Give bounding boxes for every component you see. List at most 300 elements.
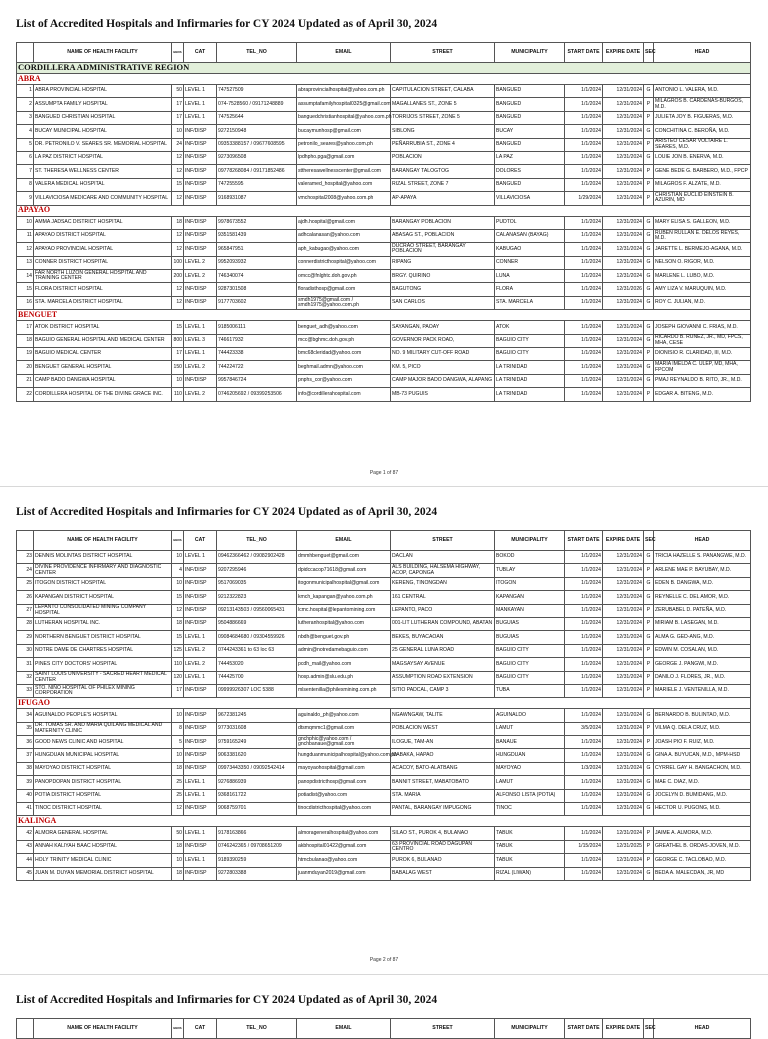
facility-head: CYRREL GAY H. BANGACHON, M.D. bbox=[654, 762, 751, 775]
facility-head: ZERUBABEL D. PATEÑA, M.D. bbox=[654, 604, 751, 617]
facility-head: GEORGE C. TACLOBAO, M.D. bbox=[654, 854, 751, 867]
col-tel-header: TEL_NO bbox=[217, 1019, 297, 1039]
start-date: 1/1/2024 bbox=[565, 229, 603, 242]
sector: P bbox=[644, 644, 654, 657]
municipality: ITOGON bbox=[495, 577, 565, 590]
facility-name: VALERA MEDICAL HOSPITAL bbox=[34, 178, 172, 191]
email: benguet_adh@yahoo.com bbox=[297, 321, 391, 334]
facility-head: MILAGROS B. CARDENAS-BURGOS, M.D. bbox=[654, 98, 751, 111]
tel-no: 744425700 bbox=[217, 671, 297, 684]
category: INF/DISP bbox=[184, 296, 217, 309]
facility-name: DENNIS MOLINTAS DISTRICT HOSPITAL bbox=[34, 551, 172, 564]
expire-date: 12/31/2024 bbox=[603, 644, 644, 657]
start-date: 1/1/2024 bbox=[565, 138, 603, 151]
beds-count: 120 bbox=[172, 671, 184, 684]
facility-name: BANGUED CHRISTIAN HOSPITAL bbox=[34, 111, 172, 124]
facility-head: JULIETA JOY B. FIGUERAS, M.D. bbox=[654, 111, 751, 124]
table-row bbox=[17, 243, 751, 256]
expire-date: 12/31/2024 bbox=[603, 348, 644, 361]
street: ALS BUILDING, HALSEMA HIGHWAY, ACOP, CAPONGA bbox=[391, 564, 495, 577]
facility-name: CONNER DISTRICT HOSPITAL bbox=[34, 256, 172, 269]
facility-head: VILMA Q. DELA CRUZ, M.D. bbox=[654, 722, 751, 735]
start-date: 1/1/2024 bbox=[565, 789, 603, 802]
facility-name: APAYAO DISTRICT HOSPITAL bbox=[34, 229, 172, 242]
category: LEVEL 1 bbox=[184, 321, 217, 334]
facility-name: POTIA DISTRICT HOSPITAL bbox=[34, 789, 172, 802]
start-date: 1/1/2024 bbox=[565, 243, 603, 256]
page-divider bbox=[0, 974, 768, 975]
tel-no: 9168931087 bbox=[217, 192, 297, 205]
beds-count: 50 bbox=[172, 827, 184, 840]
street: CAMP MAJOR BADO DANGWA, ALAPANG bbox=[391, 374, 495, 387]
col-email-header: EMAIL bbox=[297, 1019, 391, 1039]
beds-count: 200 bbox=[172, 270, 184, 283]
facility-name: LEPANTO CONSOLIDATED MINING COMPANY HOSPITAL bbox=[34, 604, 172, 617]
street: NO. 9 MILITARY CUT-OFF ROAD bbox=[391, 348, 495, 361]
col-sec-header: SEC bbox=[644, 531, 654, 551]
expire-date: 12/31/2024 bbox=[603, 617, 644, 630]
category: INF/DISP bbox=[184, 722, 217, 735]
start-date: 1/1/2024 bbox=[565, 321, 603, 334]
expire-date: 12/31/2024 bbox=[603, 749, 644, 762]
col-municipality-header: MUNICIPALITY bbox=[495, 531, 565, 551]
email: akbhospital01422@gmail.com bbox=[297, 840, 391, 853]
sector: P bbox=[644, 854, 654, 867]
street: 25 GENERAL LUNA ROAD bbox=[391, 644, 495, 657]
email: omcc@fnlghtc.doh.gov.ph bbox=[297, 270, 391, 283]
start-date: 1/1/2024 bbox=[565, 334, 603, 347]
table-row bbox=[17, 591, 751, 604]
email: dmmhbenguet@gmail.com bbox=[297, 551, 391, 564]
street: ILOGUE, TAM-AN bbox=[391, 736, 495, 749]
row-number: 4 bbox=[17, 125, 34, 138]
start-date: 1/1/2024 bbox=[565, 111, 603, 124]
expire-date: 12/31/2024 bbox=[603, 165, 644, 178]
email: pcdh_mail@yahoo.com bbox=[297, 658, 391, 671]
email: aph_kabugao@yahoo.com bbox=[297, 243, 391, 256]
row-number: 21 bbox=[17, 374, 34, 387]
facility-head: RUBEN RULLAN E. DELOS REYES, M.D. bbox=[654, 229, 751, 242]
expire-date: 12/31/2024 bbox=[603, 684, 644, 697]
facility-head: PMAJ REYNALDO B. RITO, JR., M.D. bbox=[654, 374, 751, 387]
street: KM. 5, PICO bbox=[391, 361, 495, 374]
street: DUCRAO STREET, BARANGAY POBLACION bbox=[391, 243, 495, 256]
tel-no: 0746242365 / 09708651209 bbox=[217, 840, 297, 853]
start-date: 1/1/2024 bbox=[565, 854, 603, 867]
street: PANTAL, BARANGAY IMPUGONG bbox=[391, 803, 495, 816]
tel-no: 747527509 bbox=[217, 85, 297, 98]
facility-head: GINA A. BUYUCAN, M.D., MPM-HSD bbox=[654, 749, 751, 762]
street: SAYANGAN, PAOAY bbox=[391, 321, 495, 334]
facility-head: ARISTEO CESAR VOLTAIRE L. SEARES, M.D. bbox=[654, 138, 751, 151]
col-street-header: STREET bbox=[391, 1019, 495, 1039]
expire-date: 12/31/2024 bbox=[603, 243, 644, 256]
email: admin@notredamebaguio.com bbox=[297, 644, 391, 657]
tel-no: 9272150948 bbox=[217, 125, 297, 138]
expire-date: 12/31/2024 bbox=[603, 151, 644, 164]
table-row bbox=[17, 165, 751, 178]
tel-no: 9068759701 bbox=[217, 803, 297, 816]
start-date: 1/1/2024 bbox=[565, 283, 603, 296]
sector: P bbox=[644, 658, 654, 671]
category: LEVEL 2 bbox=[184, 270, 217, 283]
municipality: BANGUED bbox=[495, 111, 565, 124]
beds-count: 12 bbox=[172, 229, 184, 242]
beds-count: 10 bbox=[172, 709, 184, 722]
sector: G bbox=[644, 85, 654, 98]
province-label: KALINGA bbox=[17, 816, 751, 827]
start-date: 1/1/2024 bbox=[565, 644, 603, 657]
hospital-table bbox=[16, 1018, 751, 1039]
street: RIZAL STREET, ZONE 7 bbox=[391, 178, 495, 191]
municipality: BAGUIO CITY bbox=[495, 334, 565, 347]
table-row bbox=[17, 577, 751, 590]
facility-head: HECTOR U. PUGONG, M.D. bbox=[654, 803, 751, 816]
beds-count: 5 bbox=[172, 736, 184, 749]
expire-date: 12/31/2024 bbox=[603, 178, 644, 191]
start-date: 1/1/2024 bbox=[565, 125, 603, 138]
table-row bbox=[17, 789, 751, 802]
start-date: 1/1/2024 bbox=[565, 270, 603, 283]
municipality: LAMUT bbox=[495, 722, 565, 735]
category: LEVEL 1 bbox=[184, 98, 217, 111]
facility-name: NOTRE DAME DE CHARTRES HOSPITAL bbox=[34, 644, 172, 657]
street: PUROK 6, BULANAO bbox=[391, 854, 495, 867]
expire-date: 12/31/2026 bbox=[603, 283, 644, 296]
facility-name: ATOK DISTRICT HOSPITAL bbox=[34, 321, 172, 334]
row-number: 2 bbox=[17, 98, 34, 111]
beds-count: 12 bbox=[172, 192, 184, 205]
email: bucaymunhosp@gmail.com bbox=[297, 125, 391, 138]
col-street-header: STREET bbox=[391, 43, 495, 63]
sector: G bbox=[644, 229, 654, 242]
expire-date: 12/31/2024 bbox=[603, 98, 644, 111]
sector: G bbox=[644, 270, 654, 283]
email: hungduanmunicipalhospital@yahoo.com.ph bbox=[297, 749, 391, 762]
facility-head: MAE C. DIAZ, M.D. bbox=[654, 776, 751, 789]
street: 161 CENTRAL bbox=[391, 591, 495, 604]
page-footer: Page 1 of 87 bbox=[369, 470, 399, 476]
table-row bbox=[17, 827, 751, 840]
row-number: 27 bbox=[17, 604, 34, 617]
province-row bbox=[17, 74, 751, 85]
email: dtsmqmmc1@gmail.com bbox=[297, 722, 391, 735]
beds-count: 100 bbox=[172, 256, 184, 269]
category: LEVEL 1 bbox=[184, 827, 217, 840]
sector: P bbox=[644, 827, 654, 840]
street: GOVERNOR PACK ROAD, bbox=[391, 334, 495, 347]
category: INF/DISP bbox=[184, 604, 217, 617]
row-number: 8 bbox=[17, 178, 34, 191]
beds-count: 15 bbox=[172, 321, 184, 334]
facility-head: JARETTE L. BERMEJO-AGANA, M.D. bbox=[654, 243, 751, 256]
beds-count: 17 bbox=[172, 684, 184, 697]
start-date: 1/1/2024 bbox=[565, 827, 603, 840]
street: PEÑARRUBIA ST., ZONE 4 bbox=[391, 138, 495, 151]
email: valeramed_hospital@yahoo.com bbox=[297, 178, 391, 191]
row-number: 13 bbox=[17, 256, 34, 269]
sector: P bbox=[644, 165, 654, 178]
beds-count: 4 bbox=[172, 564, 184, 577]
email: vmchospital2008@yahoo.com.ph bbox=[297, 192, 391, 205]
table-row bbox=[17, 736, 751, 749]
category: LEVEL 3 bbox=[184, 334, 217, 347]
tel-no: 9952093932 bbox=[217, 256, 297, 269]
category: INF/DISP bbox=[184, 736, 217, 749]
beds-count: 18 bbox=[172, 840, 184, 853]
expire-date: 12/31/2024 bbox=[603, 803, 644, 816]
table-row bbox=[17, 762, 751, 775]
table-row bbox=[17, 321, 751, 334]
region-row bbox=[17, 63, 751, 74]
col-municipality-header: MUNICIPALITY bbox=[495, 1019, 565, 1039]
email: petronilo_seares@yahoo.com.ph bbox=[297, 138, 391, 151]
tel-no: 9178163866 bbox=[217, 827, 297, 840]
street: BARANGAY TALOGTOG bbox=[391, 165, 495, 178]
facility-head: CHRISTIAN EUCLID EINSTEIN B. AZURIN, MD bbox=[654, 192, 751, 205]
municipality: DOLORES bbox=[495, 165, 565, 178]
start-date: 1/1/2024 bbox=[565, 85, 603, 98]
tel-no: 744453020 bbox=[217, 658, 297, 671]
beds-count: 10 bbox=[172, 374, 184, 387]
sector: G bbox=[644, 551, 654, 564]
tel-no: 09973443350 / 09092542414 bbox=[217, 762, 297, 775]
tel-no: 0744243361 to 63 loc 63 bbox=[217, 644, 297, 657]
table-row bbox=[17, 283, 751, 296]
col-tel-header: TEL_NO bbox=[217, 43, 297, 63]
expire-date: 12/31/2024 bbox=[603, 854, 644, 867]
street: LEPANTO, PACO bbox=[391, 604, 495, 617]
municipality: BUGUIAS bbox=[495, 617, 565, 630]
category: INF/DISP bbox=[184, 762, 217, 775]
start-date: 1/1/2024 bbox=[565, 658, 603, 671]
tel-no: 9063381620 bbox=[217, 749, 297, 762]
beds-count: 125 bbox=[172, 644, 184, 657]
table-row bbox=[17, 749, 751, 762]
row-number: 14 bbox=[17, 270, 34, 283]
street: MABAKA, HAPAO bbox=[391, 749, 495, 762]
street: 001-LIT LUTHERAN COMPOUND, ABATAN bbox=[391, 617, 495, 630]
facility-name: DR. TOMAS SR. AND MARIA QUILANG MEDICAL AND MATERNITY CLINIC bbox=[34, 722, 172, 735]
category: LEVEL 2 bbox=[184, 644, 217, 657]
col-start-date-header: START DATE bbox=[565, 43, 603, 63]
expire-date: 12/31/2024 bbox=[603, 388, 644, 401]
email: assumptafamilyhospital0325@gmail.com bbox=[297, 98, 391, 111]
email: juanmduyan2019@gmail.com bbox=[297, 867, 391, 880]
email: hosp.admin@slu.edu.ph bbox=[297, 671, 391, 684]
start-date: 1/1/2024 bbox=[565, 577, 603, 590]
facility-name: SAINT LOUIS UNIVERSITY - SACRED HEART MEDICAL CENTER bbox=[34, 671, 172, 684]
page-footer: Page 2 of 87 bbox=[369, 957, 399, 963]
table-row bbox=[17, 840, 751, 853]
sector: G bbox=[644, 361, 654, 374]
sector: G bbox=[644, 125, 654, 138]
sector: G bbox=[644, 803, 654, 816]
email: info@cordillerahospital.com bbox=[297, 388, 391, 401]
row-number: 17 bbox=[17, 321, 34, 334]
municipality: CONNER bbox=[495, 256, 565, 269]
municipality: TINOC bbox=[495, 803, 565, 816]
facility-name: BENGUET GENERAL HOSPITAL bbox=[34, 361, 172, 374]
row-number: 10 bbox=[17, 216, 34, 229]
facility-name: PANOPDOPAN DISTRICT HOSPITAL bbox=[34, 776, 172, 789]
tel-no: 09999926307 LOC 5388 bbox=[217, 684, 297, 697]
table-row bbox=[17, 138, 751, 151]
category: INF/DISP bbox=[184, 591, 217, 604]
street: ABASAG ST., POBLACION bbox=[391, 229, 495, 242]
sector: G bbox=[644, 776, 654, 789]
facility-head: NELSON O. RIGOR, M.D. bbox=[654, 256, 751, 269]
tel-no: 9287301508 bbox=[217, 283, 297, 296]
municipality: RIZAL (LIWAN) bbox=[495, 867, 565, 880]
row-number: 36 bbox=[17, 736, 34, 749]
province-label: APAYAO bbox=[17, 205, 751, 216]
expire-date: 12/31/2024 bbox=[603, 658, 644, 671]
facility-name: PINES CITY DOCTORS' HOSPITAL bbox=[34, 658, 172, 671]
tel-no: 744224722 bbox=[217, 361, 297, 374]
municipality: BUCAY bbox=[495, 125, 565, 138]
row-number: 45 bbox=[17, 867, 34, 880]
expire-date: 12/31/2024 bbox=[603, 551, 644, 564]
email: bmc68cleridad@yahoo.com bbox=[297, 348, 391, 361]
start-date: 1/15/2024 bbox=[565, 840, 603, 853]
street: SITIO PADCAL, CAMP 3 bbox=[391, 684, 495, 697]
beds-count: 800 bbox=[172, 334, 184, 347]
table-row bbox=[17, 256, 751, 269]
region-label: CORDILLERA ADMINISTRATIVE REGION bbox=[17, 63, 751, 74]
category: INF/DISP bbox=[184, 709, 217, 722]
category: LEVEL 1 bbox=[184, 348, 217, 361]
table-row bbox=[17, 867, 751, 880]
beds-count: 17 bbox=[172, 98, 184, 111]
sector: G bbox=[644, 296, 654, 309]
col-cat-header: CAT bbox=[184, 43, 217, 63]
start-date: 1/1/2024 bbox=[565, 178, 603, 191]
municipality: MAYOYAO bbox=[495, 762, 565, 775]
sector: P bbox=[644, 722, 654, 735]
row-number: 40 bbox=[17, 789, 34, 802]
tel-no: 9276886939 bbox=[217, 776, 297, 789]
tel-no: 747525644 bbox=[217, 111, 297, 124]
facility-head: BERNARDO B. BULINTAO, M.D. bbox=[654, 709, 751, 722]
row-number: 12 bbox=[17, 243, 34, 256]
province-row bbox=[17, 698, 751, 709]
facility-name: FLORA DISTRICT HOSPITAL bbox=[34, 283, 172, 296]
start-date: 1/1/2024 bbox=[565, 631, 603, 644]
row-number: 31 bbox=[17, 658, 34, 671]
municipality: TUBA bbox=[495, 684, 565, 697]
beds-count: 12 bbox=[172, 165, 184, 178]
street: MAGSAYSAY AVENUE bbox=[391, 658, 495, 671]
beds-count: 12 bbox=[172, 296, 184, 309]
expire-date: 12/31/2024 bbox=[603, 736, 644, 749]
facility-head: DANILO J. FLORES, JR., M.D. bbox=[654, 671, 751, 684]
tel-no: 9207295946 bbox=[217, 564, 297, 577]
facility-name: HOLY TRINITY MEDICAL CLINIC bbox=[34, 854, 172, 867]
facility-head: ARLENE MAE P. BAYUBAY, M.D. bbox=[654, 564, 751, 577]
email: banguedchristianhospital@yahoo.com.ph bbox=[297, 111, 391, 124]
sector: P bbox=[644, 388, 654, 401]
col-index-header bbox=[17, 43, 34, 63]
row-number: 11 bbox=[17, 229, 34, 242]
street: BRGY. QUIRINO bbox=[391, 270, 495, 283]
beds-count: 25 bbox=[172, 776, 184, 789]
province-row bbox=[17, 310, 751, 321]
row-number: 35 bbox=[17, 722, 34, 735]
page-title: List of Accredited Hospitals and Infirmaries for CY 2024 Updated as of April 30, 2024 bbox=[16, 18, 438, 30]
email: mayoyaohospital@gmail.com bbox=[297, 762, 391, 775]
row-number: 1 bbox=[17, 85, 34, 98]
municipality: BAGUIO CITY bbox=[495, 644, 565, 657]
facility-name: TINOC DISTRICT HOSPITAL bbox=[34, 803, 172, 816]
tel-no: 9517069035 bbox=[217, 577, 297, 590]
table-row bbox=[17, 803, 751, 816]
start-date: 1/1/2024 bbox=[565, 256, 603, 269]
beds-count: 10 bbox=[172, 854, 184, 867]
email: beghmail.admn@yahoo.com bbox=[297, 361, 391, 374]
expire-date: 12/31/2024 bbox=[603, 671, 644, 684]
tel-no: 9272803388 bbox=[217, 867, 297, 880]
email: aguinaldo_ph@yahoo.com bbox=[297, 709, 391, 722]
email: almorageneralhospital@yahoo.com bbox=[297, 827, 391, 840]
facility-name: CAMP BADO DANGWA HOSPITAL bbox=[34, 374, 172, 387]
facility-head: MILAGROS F. ALZATE, M.D. bbox=[654, 178, 751, 191]
facility-name: HUNGDUAN MUNICIPAL HOSPITAL bbox=[34, 749, 172, 762]
table-header-row bbox=[17, 1019, 751, 1039]
sector: G bbox=[644, 591, 654, 604]
sector: P bbox=[644, 192, 654, 205]
email: lcmc.hospital@lepantomining.com bbox=[297, 604, 391, 617]
facility-head: MIRIAM B. LASEGAN, M.D. bbox=[654, 617, 751, 630]
col-head-header: HEAD bbox=[654, 1019, 751, 1039]
row-number: 42 bbox=[17, 827, 34, 840]
category: INF/DISP bbox=[184, 749, 217, 762]
municipality: KAPANGAN bbox=[495, 591, 565, 604]
sector: G bbox=[644, 216, 654, 229]
facility-head: RICARDO B. RUNEZ, JR., MD, FPCS, MHA, CESE bbox=[654, 334, 751, 347]
beds-count: 15 bbox=[172, 631, 184, 644]
table-row bbox=[17, 348, 751, 361]
facility-name: VILLAVICIOSA MEDICARE AND COMMUNITY HOSPITAL bbox=[34, 192, 172, 205]
category: INF/DISP bbox=[184, 243, 217, 256]
beds-count: 10 bbox=[172, 125, 184, 138]
page-title: List of Accredited Hospitals and Infirmaries for CY 2024 Updated as of April 30, 2024 bbox=[16, 506, 438, 518]
expire-date: 12/31/2024 bbox=[603, 270, 644, 283]
municipality: CALANASAN (BAYAG) bbox=[495, 229, 565, 242]
col-index-header bbox=[17, 1019, 34, 1039]
start-date: 1/29/2024 bbox=[565, 192, 603, 205]
tel-no: 9185006111 bbox=[217, 321, 297, 334]
tel-no: 9368161722 bbox=[217, 789, 297, 802]
beds-count: 10 bbox=[172, 749, 184, 762]
beds-count: 18 bbox=[172, 216, 184, 229]
beds-count: 10 bbox=[172, 551, 184, 564]
facility-name: ANNAH KALIYAH BAAC HOSPITAL bbox=[34, 840, 172, 853]
beds-count: 110 bbox=[172, 388, 184, 401]
row-number: 28 bbox=[17, 617, 34, 630]
row-number: 5 bbox=[17, 138, 34, 151]
hospital-table bbox=[16, 530, 751, 881]
beds-count: 10 bbox=[172, 577, 184, 590]
col-name-header: NAME OF HEALTH FACILITY bbox=[34, 531, 172, 551]
street: BARANGAY POBLACION bbox=[391, 216, 495, 229]
street: STA. MARIA bbox=[391, 789, 495, 802]
municipality: LA TRINIDAD bbox=[495, 361, 565, 374]
facility-head: MARY ELISA S. GALLEON, M.D. bbox=[654, 216, 751, 229]
table-row bbox=[17, 604, 751, 617]
row-number: 34 bbox=[17, 709, 34, 722]
start-date: 1/1/2024 bbox=[565, 867, 603, 880]
